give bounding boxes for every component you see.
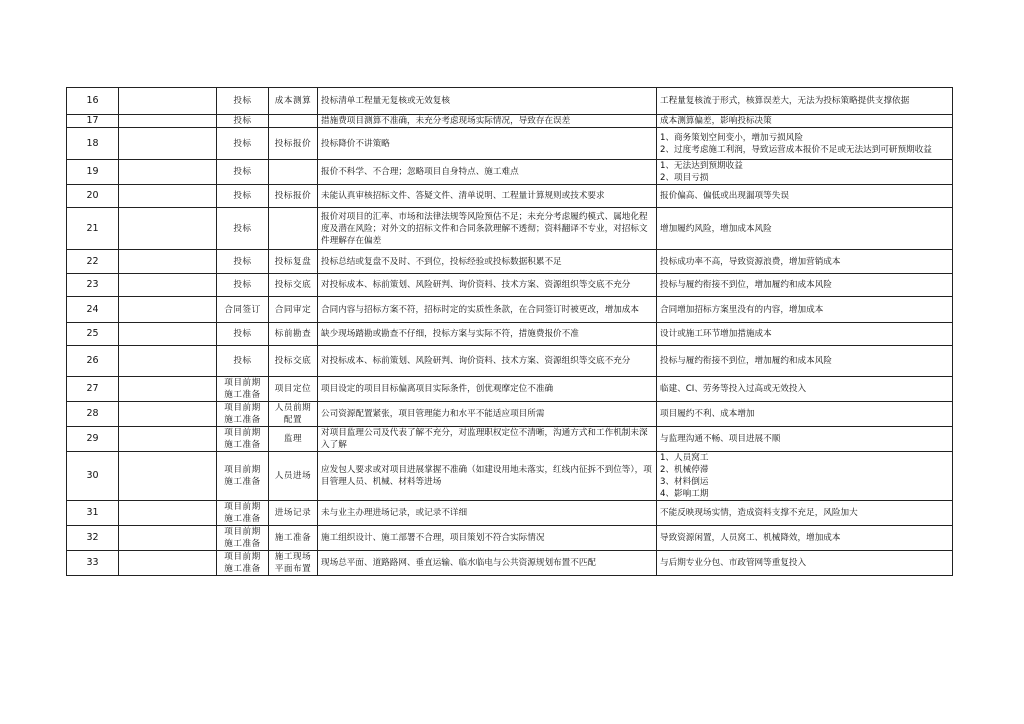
- table-row: [67, 297, 953, 323]
- row-number: 20: [67, 185, 119, 208]
- risk-description-cell: 公司资源配置紧张，项目管理能力和水平不能适应项目所需: [318, 402, 657, 427]
- table-row: [67, 377, 953, 402]
- category-cell: 投标: [217, 185, 269, 208]
- blank-cell: [119, 346, 217, 377]
- category-cell: 投标: [217, 250, 269, 274]
- subcategory-cell: 监理: [269, 427, 318, 452]
- table-row: [67, 185, 953, 208]
- category-cell: 项目前期施工准备: [217, 427, 269, 452]
- table-row: [67, 427, 953, 452]
- subcategory-cell: [269, 208, 318, 250]
- consequence-cell: 增加履约风险，增加成本风险: [657, 208, 953, 250]
- risk-description-cell: 对投标成本、标前策划、风险研判、询价资料、技术方案、资源组织等交底不充分: [318, 274, 657, 297]
- consequence-cell: [657, 160, 953, 185]
- row-number: 26: [67, 346, 119, 377]
- blank-cell: [119, 88, 217, 115]
- cell-line: 4、影响工期: [660, 489, 709, 499]
- row-number: 22: [67, 250, 119, 274]
- category-cell: 投标: [217, 323, 269, 346]
- category-cell: 投标: [217, 88, 269, 115]
- table-row: [67, 526, 953, 551]
- cell-line: 2、机械停滞: [660, 465, 709, 475]
- category-cell: 项目前期施工准备: [217, 377, 269, 402]
- cell-line: 1、无法达到预期收益: [660, 161, 743, 171]
- consequence-cell: 成本测算偏差，影响投标决策: [657, 115, 953, 128]
- row-number: 33: [67, 551, 119, 576]
- table-row: [67, 115, 953, 128]
- consequence-cell: 不能反映现场实情，造成资料支撑不充足，风险加大: [657, 501, 953, 526]
- blank-cell: [119, 427, 217, 452]
- subcategory-cell: 投标报价: [269, 128, 318, 160]
- subcategory-cell: 标前勘查: [269, 323, 318, 346]
- table-row: [67, 274, 953, 297]
- subcategory-cell: [269, 115, 318, 128]
- risk-description-cell: 施工组织设计、施工部署不合理，项目策划不符合实际情况: [318, 526, 657, 551]
- table-row: [67, 250, 953, 274]
- subcategory-cell: [269, 160, 318, 185]
- blank-cell: [119, 115, 217, 128]
- blank-cell: [119, 501, 217, 526]
- risk-description-cell: 未能认真审核招标文件、答疑文件、清单说明、工程量计算规则或技术要求: [318, 185, 657, 208]
- subcategory-cell: 合同审定: [269, 297, 318, 323]
- consequence-cell: 项目履约不利、成本增加: [657, 402, 953, 427]
- category-cell: 投标: [217, 208, 269, 250]
- risk-table-body: [67, 88, 953, 576]
- risk-description-cell: 合同内容与招标方案不符，招标时定的实质性条款，在合同签订时被更改，增加成本: [318, 297, 657, 323]
- blank-cell: [119, 208, 217, 250]
- category-cell: 项目前期施工准备: [217, 501, 269, 526]
- risk-description-cell: 缺少现场踏勘或勘查不仔细，投标方案与实际不符，措施费报价不准: [318, 323, 657, 346]
- row-number: 21: [67, 208, 119, 250]
- table-row: [67, 452, 953, 501]
- blank-cell: [119, 323, 217, 346]
- risk-description-cell: 项目设定的项目目标偏离项目实际条件，创优观摩定位不准确: [318, 377, 657, 402]
- consequence-cell: [657, 128, 953, 160]
- table-row: [67, 501, 953, 526]
- category-cell: 合同签订: [217, 297, 269, 323]
- row-number: 29: [67, 427, 119, 452]
- consequence-cell: 临建、CI、劳务等投入过高或无效投入: [657, 377, 953, 402]
- risk-description-cell: 未与业主办理进场记录，或记录不详细: [318, 501, 657, 526]
- consequence-cell: 与监理沟通不畅、项目进展不顺: [657, 427, 953, 452]
- blank-cell: [119, 297, 217, 323]
- risk-description-cell: 投标清单工程量无复核或无效复核: [318, 88, 657, 115]
- category-cell: 投标: [217, 160, 269, 185]
- subcategory-cell: 施工现场平面布置: [269, 551, 318, 576]
- table-row: [67, 208, 953, 250]
- cell-line: 1、商务策划空间变小，增加亏损风险: [660, 132, 803, 143]
- cell-line: 3、材料倒运: [660, 477, 709, 487]
- subcategory-cell: 成本测算: [269, 88, 318, 115]
- subcategory-cell: 投标报价: [269, 185, 318, 208]
- subcategory-cell: 人员前期配置: [269, 402, 318, 427]
- consequence-cell: 投标成功率不高，导致资源浪费，增加营销成本: [657, 250, 953, 274]
- risk-description-cell: 应发包人要求或对项目进展掌握不准确（如建设用地未落实，红线内征拆不到位等），项目管理人员、机械、材料等进场: [318, 452, 657, 501]
- risk-description-cell: 投标总结或复盘不及时、不到位，投标经验或投标数据积累不足: [318, 250, 657, 274]
- blank-cell: [119, 274, 217, 297]
- row-number: 25: [67, 323, 119, 346]
- risk-description-cell: 对项目监理公司及代表了解不充分，对监理职权定位不清晰，沟通方式和工作机制未深入了解: [318, 427, 657, 452]
- blank-cell: [119, 402, 217, 427]
- consequence-cell: 报价偏高、偏低或出现漏项等失误: [657, 185, 953, 208]
- subcategory-cell: 投标交底: [269, 346, 318, 377]
- row-number: 17: [67, 115, 119, 128]
- consequence-cell: 与后期专业分包、市政管网等重复投入: [657, 551, 953, 576]
- blank-cell: [119, 452, 217, 501]
- table-row: [67, 88, 953, 115]
- consequence-cell: [657, 452, 953, 501]
- blank-cell: [119, 377, 217, 402]
- table-row: [67, 128, 953, 160]
- consequence-cell: 合同增加招标方案里没有的内容，增加成本: [657, 297, 953, 323]
- table-row: [67, 402, 953, 427]
- row-number: 31: [67, 501, 119, 526]
- row-number: 27: [67, 377, 119, 402]
- consequence-cell: 导致资源闲置，人员窝工、机械降效，增加成本: [657, 526, 953, 551]
- blank-cell: [119, 551, 217, 576]
- subcategory-cell: 项目定位: [269, 377, 318, 402]
- consequence-cell: 设计或施工环节增加措施成本: [657, 323, 953, 346]
- cell-line: 2、过度考虑施工利润，导致运营成本报价不足或无法达到可研预期收益: [660, 144, 932, 155]
- blank-cell: [119, 250, 217, 274]
- risk-description-cell: 投标降价不讲策略: [318, 128, 657, 160]
- blank-cell: [119, 185, 217, 208]
- consequence-cell: 工程量复核流于形式，核算误差大，无法为投标策略提供支撑依据: [657, 88, 953, 115]
- category-cell: 投标: [217, 346, 269, 377]
- consequence-cell: 投标与履约衔接不到位，增加履约和成本风险: [657, 274, 953, 297]
- row-number: 32: [67, 526, 119, 551]
- category-cell: 项目前期施工准备: [217, 452, 269, 501]
- row-number: 23: [67, 274, 119, 297]
- row-number: 18: [67, 128, 119, 160]
- table-row: [67, 160, 953, 185]
- risk-description-cell: 报价不科学、不合理；忽略项目自身特点、施工难点: [318, 160, 657, 185]
- row-number: 28: [67, 402, 119, 427]
- cell-line: 2、项目亏损: [660, 173, 709, 183]
- category-cell: 项目前期施工准备: [217, 402, 269, 427]
- table-row: [67, 346, 953, 377]
- consequence-cell: 投标与履约衔接不到位，增加履约和成本风险: [657, 346, 953, 377]
- subcategory-cell: 投标复盘: [269, 250, 318, 274]
- row-number: 30: [67, 452, 119, 501]
- blank-cell: [119, 526, 217, 551]
- category-cell: 项目前期施工准备: [217, 526, 269, 551]
- blank-cell: [119, 128, 217, 160]
- cell-line: 1、人员窝工: [660, 453, 709, 463]
- table-row: [67, 323, 953, 346]
- category-cell: 投标: [217, 115, 269, 128]
- subcategory-cell: 人员进场: [269, 452, 318, 501]
- subcategory-cell: 投标交底: [269, 274, 318, 297]
- category-cell: 投标: [217, 128, 269, 160]
- row-number: 19: [67, 160, 119, 185]
- risk-description-cell: 措施费项目测算不准确，未充分考虑现场实际情况，导致存在误差: [318, 115, 657, 128]
- row-number: 24: [67, 297, 119, 323]
- risk-description-cell: 报价对项目的汇率、市场和法律法规等风险预估不足；未充分考虑履约模式、属地化程度及潜在风险；对外文的招标文件和合同条款理解不透彻；资料翻译不专业，对招标文件理解存在偏差: [318, 208, 657, 250]
- row-number: 16: [67, 88, 119, 115]
- subcategory-cell: 施工准备: [269, 526, 318, 551]
- risk-table: [66, 87, 953, 576]
- category-cell: 项目前期施工准备: [217, 551, 269, 576]
- subcategory-cell: 进场记录: [269, 501, 318, 526]
- risk-description-cell: 对投标成本、标前策划、风险研判、询价资料、技术方案、资源组织等交底不充分: [318, 346, 657, 377]
- risk-description-cell: 现场总平面、道路路网、垂直运输、临水临电与公共资源规划布置不匹配: [318, 551, 657, 576]
- table-row: [67, 551, 953, 576]
- blank-cell: [119, 160, 217, 185]
- category-cell: 投标: [217, 274, 269, 297]
